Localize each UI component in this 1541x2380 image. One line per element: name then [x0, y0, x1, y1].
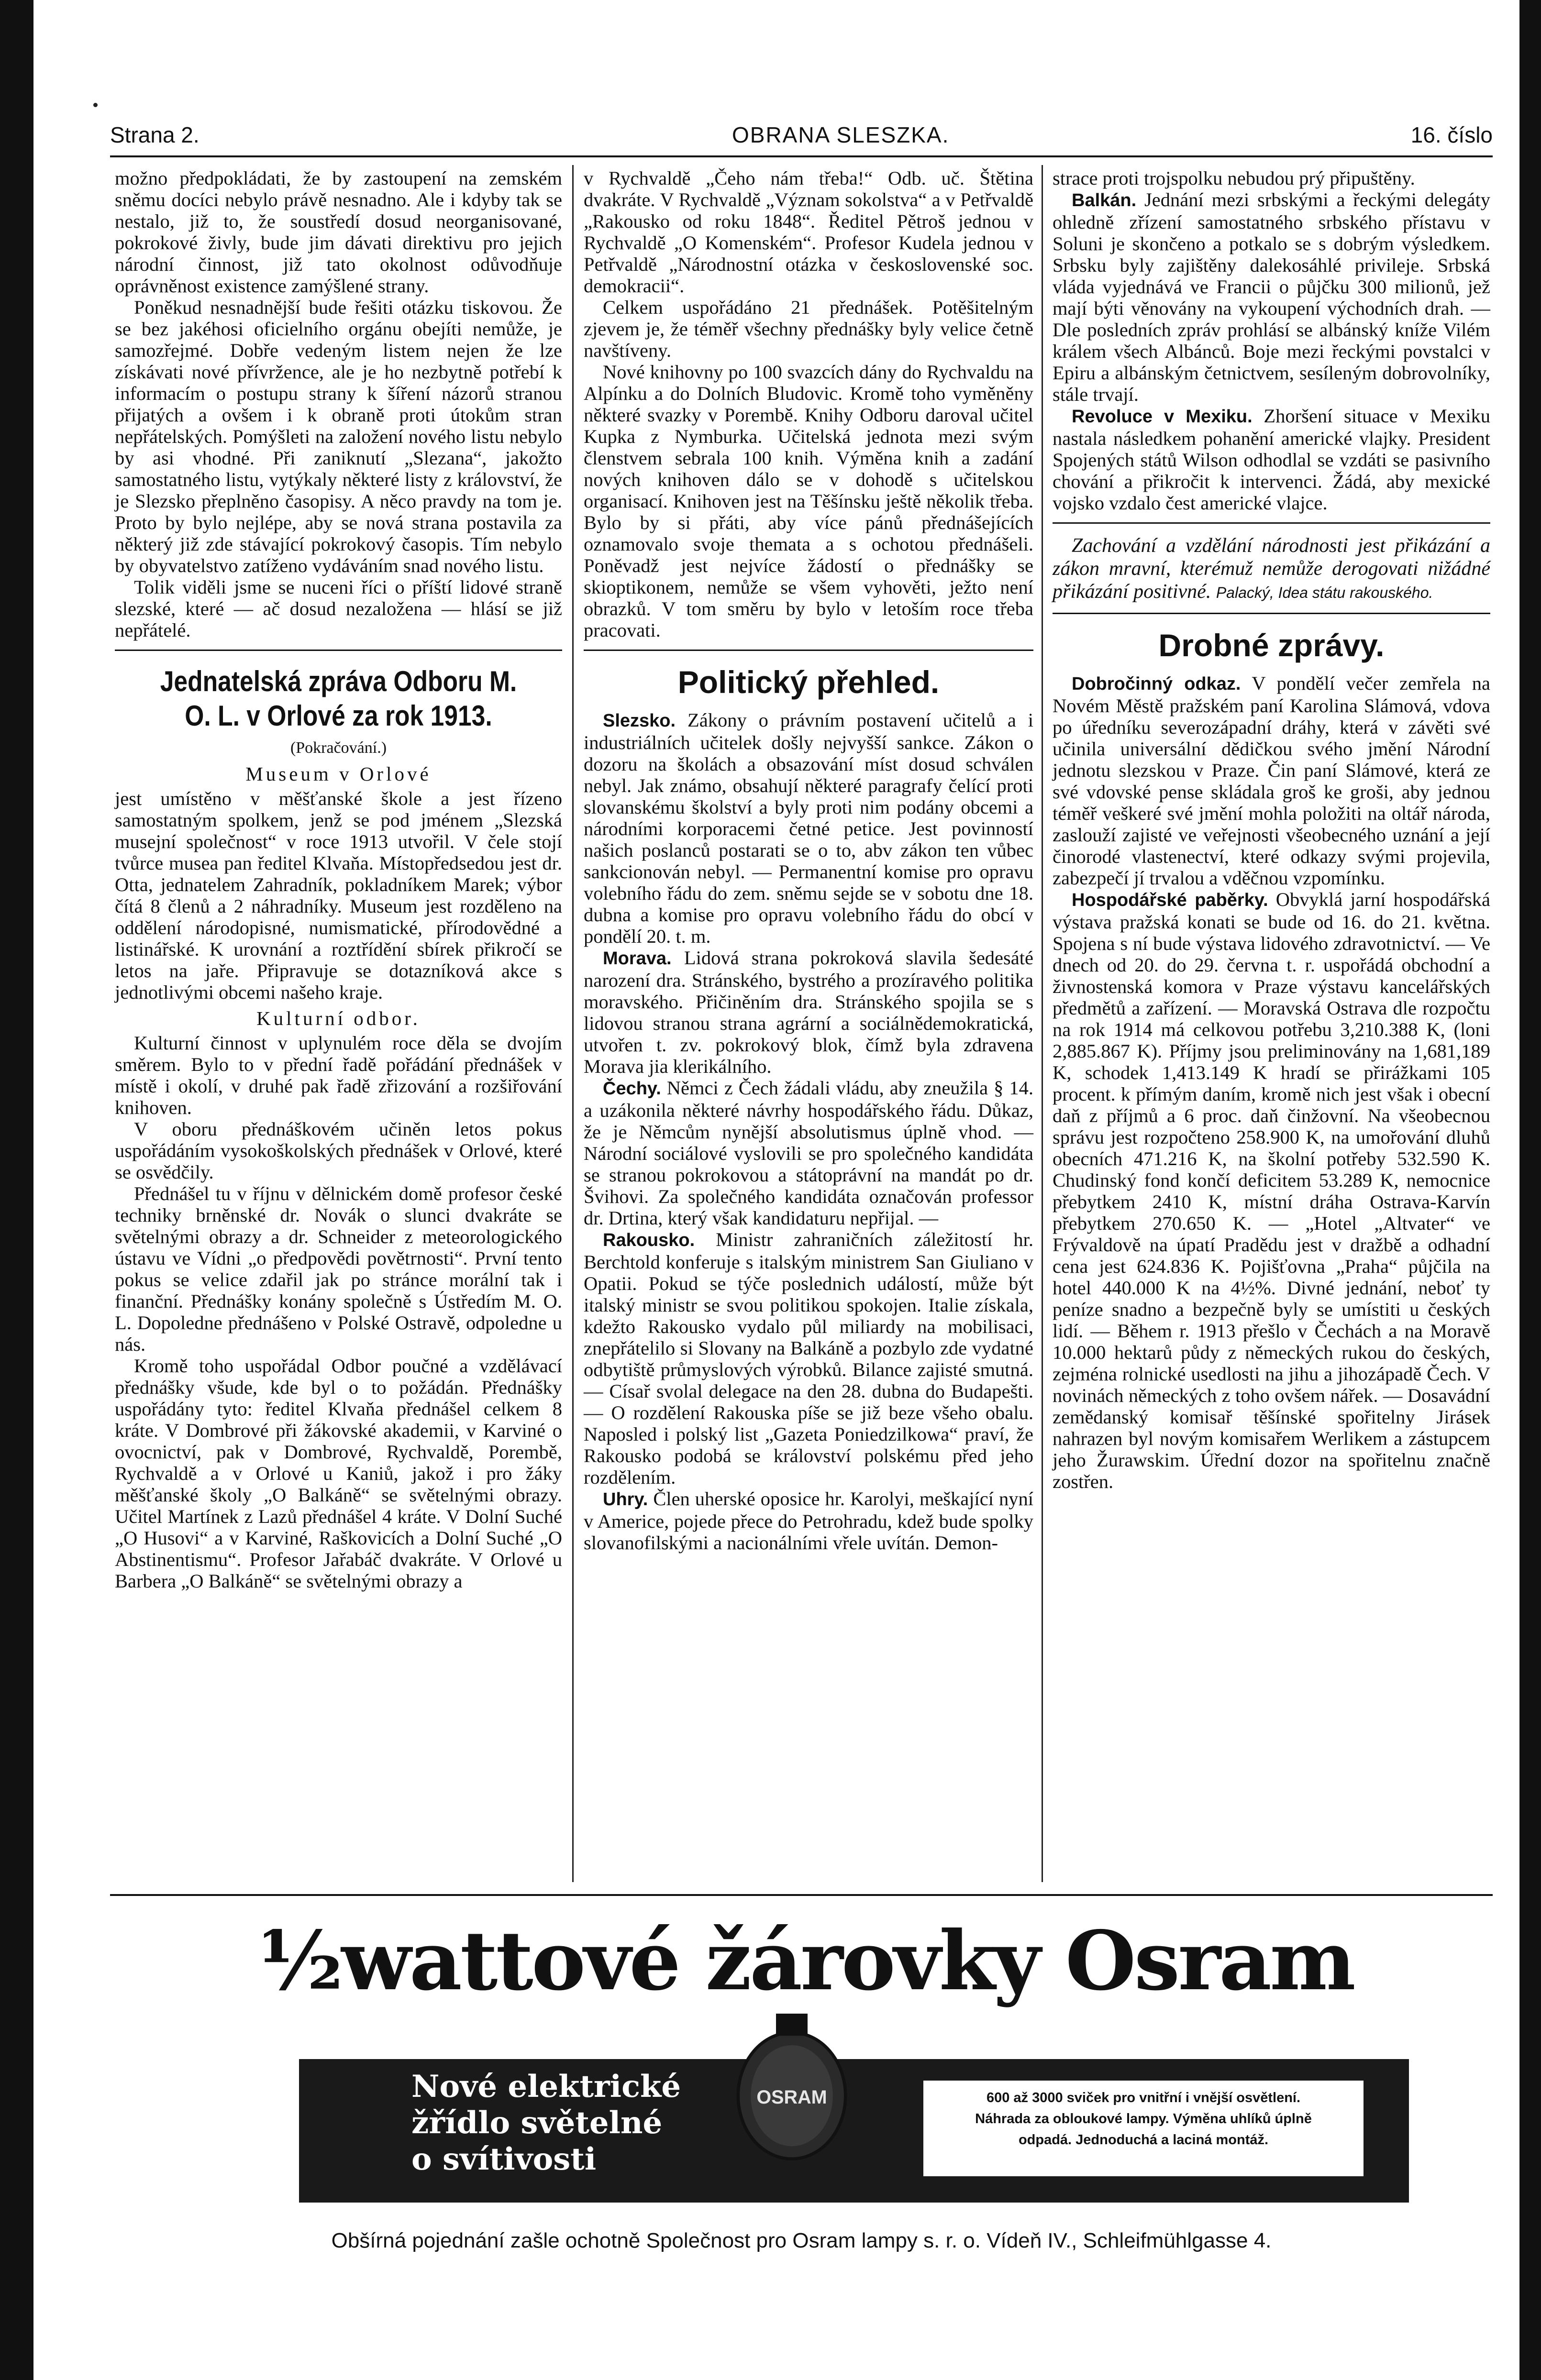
section-headline: Politický přehled. [677, 664, 940, 700]
paragraph: Kulturní činnost v uplynulém roce děla se dvojím směrem. Bylo to v přední řadě pořádání přednášek v místě i okolí, v druhé pak řadě zřizování a rozšiřování knihoven. [115, 1032, 562, 1118]
section-rule [1053, 522, 1490, 524]
scan-edge-right [1519, 0, 1541, 2380]
article-headline: Jednatelská zpráva Odboru M. O. L. v Orlové za rok 1913. [160, 665, 517, 732]
news-item-text: Zákony o právním postavení učitelů a i industriálních učitelek došly nejvyšší sankce. Zákon o dozoru na školách a obsazování míst dosud schválen nebyl. Jak známo, obsahují některé paragrafy čelící proti slovanskému školství a byly proti nim podány obcemi a národními korporacemi četné petice. Jest povinností našich poslanců postarati se o to, abv zákon ten vůbec sankcionován nebyl. — Permanentní komise pro opravu volebního řádu do zem. sněmu sejde se v sobotu dne 18. dubna a komise pro opravu volebního řádu do obcí v pondělí 20. t. m. [584, 709, 1033, 947]
ad-banner: ½wattové žárovky Osram [258, 1913, 1354, 2009]
paragraph: jest umístěno v měšťanské škole a jest řízeno samostatným spolkem, jenž se pod jménem „Slezská musejní společnost“ v roce 1913 utvořil. V čele stojí tvůrce musea pan ředitel Klvaňa. Místopředsedou jest dr. Otta, jednatelem Zahradník, pokladníkem Marek; výbor čítá 8 členů a 2 náhradníky. Museum jest rozděleno na oddělení národopisné, numismatické, přírodovědné a listinářské. K urovnání a roztřídění sbírek přikročí se letos na jaře. Připravuje se dotazníková akce s jednotlivými obcemi našeho kraje. [115, 788, 562, 1003]
section-headline: Drobné zprávy. [1158, 628, 1385, 663]
quote-source: Palacký, Idea státu rakouského. [1216, 584, 1433, 601]
news-item-title: Dobročinný odkaz. [1072, 674, 1241, 694]
news-item-text: Zhoršení situace v Mexiku nastala následkem pohanění americké vlajky. President Spojených států Wilson odhodlal se vzdáti se pasivního chování a přikročit k intervenci. Žádá, aby mexické vojsko vzdalo čest americké vlajce. [1053, 405, 1491, 514]
paragraph: v Rychvaldě „Čeho nám třeba!“ Odb. uč. Štětina dvakráte. V Rychvaldě „Význam sokolstva“ a v Petřvaldě „Rakousko od roku 1848“. Ředitel Pětroš jednou v Rychvaldě „O Komenském“. Profesor Kudela jednou v Petřvaldě „Národnostní otázka v československé soc. demokracii“. [584, 167, 1033, 297]
column-divider [1042, 165, 1043, 1882]
news-item-text: Lidová strana pokroková slavila šedesáté narození dra. Stránského, bystrého a prozíravého politika moravského. Přičiněním dra. Stránského spojila se s lidovou stranou strana agrární a sociálnědemokratická, utvořen t. zv. pokrokový blok, čímž byla zdravena Morava jia klerikálního. [584, 947, 1033, 1077]
news-item [584, 1229, 1033, 1488]
ad-slogan-line: Nové elektrické [411, 2069, 681, 2105]
paragraph: Přednášel tu v říjnu v dělnickém domě profesor české techniky brněnské dr. Novák o slunci dvakráte se světelnými obrazy a dr. Schneider z meteorologického ústavu ve Vídni „o předpovědi povětrnosti“. První tento pokus se velice zdařil jak po stránce morální tak i finanční. Přednášky konány společně s Ústředím M. O. L. Dopoledne přednášeno v Polské Ostravě, odpoledne u nás. [115, 1183, 562, 1355]
ad-info-box [923, 2081, 1364, 2176]
ad-info-line: 600 až 3000 sviček pro vnitřní i vnější osvětlení. [986, 2090, 1301, 2105]
news-item-title: Balkán. [1072, 190, 1137, 210]
page-number: Strana 2. [110, 122, 200, 147]
news-item [584, 1077, 1033, 1229]
newspaper-title: OBRANA SLESZKA. [732, 122, 950, 147]
news-item-title: Revoluce v Mexiku. [1072, 407, 1253, 427]
paragraph: Celkem uspořádáno 21 přednášek. Potěšitelným zjevem je, že téměř všechny přednášky byly velice četně navštíveny. [584, 297, 1033, 361]
scan-dot [93, 103, 98, 107]
quote [1053, 534, 1490, 604]
news-item-text: Němci z Čech žádali vládu, aby zneužila § 14. a uzákonila některé návrhy hospodářského řádu. Důkaz, že je Němcům nynější absolutismus úplně vhod. — Národní sociálové vyslovili se pro společného kandidáta se stranou pokrokovou a státoprávní na mandát po dr. Švihovi. Za společného kandidáta označován professor dr. Drtina, který však kandidaturu nepřijal. — [584, 1077, 1033, 1229]
paragraph: V oboru přednáškovém učiněn letos pokus uspořádáním vysokoškolských přednášek v Orlové, které se osvědčily. [115, 1118, 562, 1183]
osram-advertisement [110, 1894, 1493, 2363]
paragraph: strace proti trojspolku nebudou prý připuštěny. [1053, 167, 1415, 189]
ad-footer: Obšírná pojednání zašle ochotně Společnost pro Osram lampy s. r. o. Vídeň IV., Schleifmühlgasse 4. [331, 2229, 1272, 2252]
news-item [584, 709, 1033, 947]
news-item [1053, 889, 1490, 1492]
paragraph: Nové knihovny po 100 svazcích dány do Rychvaldu na Alpínku a do Dolních Bludovic. Kromě toho vyměněny některé svazky v Porembě. Knihy Odboru daroval učitel Kupka z Nymburka. Učitelská jednota mezi svým členstvem sebrala 100 knih. Výměna knih a zadání nových knihoven dálo se v dohodě s učitelskou organisací. Knihoven jest na Těšínsku ještě několik třeba. Bylo by si přáti, aby více pánů přednášejících oznamovalo svoje themata a s ochotou přednášeli. Poněvadž jest nejvíce žádostí o přednášky se skioptikonem, nemůže se všem vyhověti, ježto není obrazků. V tom směru by bylo v letoším roce třeba pracovati. [584, 361, 1033, 641]
news-item-title: Čechy. [603, 1079, 661, 1099]
column-divider [572, 165, 574, 1882]
ad-info-line: Náhrada za obloukové lampy. Výměna uhlíků úplně [975, 2111, 1312, 2127]
news-item [1053, 672, 1490, 889]
news-item-title: Morava. [603, 948, 672, 969]
header-rule [110, 155, 1493, 157]
ad-slogan-line: žřídlo světelné [411, 2105, 663, 2141]
light-bulb-icon [713, 2014, 871, 2171]
section-rule [584, 650, 1033, 651]
page-header [110, 122, 1493, 151]
section-title: Kulturní odbor. [256, 1007, 421, 1029]
news-item-text: Obvyklá jarní hospodářská výstava pražská konati se bude od 16. do 21. května. Spojena s ní bude výstava lidového zdravotnictví. — Ve dnech od 20. do 29. června t. r. uspořádá obchodní a živnostenská komora v Praze výstavu kancelářských předmětů a zařízení. — Moravská Ostrava dle rozpočtu na rok 1914 má celkovou potřebu 3,210.388 K, (loni 2,885.867 K). Příjmy jsou preliminovány na 1,681,189 K, schodek 1,413.149 K hradí se přirážkami 105 procent. k přímým daním, kromě nich jest však i obecní daň z příjmů a 6 proc. daň činžovní. Na všeobecnou správu jest rozpočteno 258.900 K, na umořování dluhů obecních 471.216 K, na školní potřeby 532.590 K. Chudinský fond končí deficitem 53.289 K, nemocnice přebytkem 2410 K, místní dráha Ostrava-Karvín přebytkem 270.650 K. — „Hotel „Altvater“ ve Frývaldově na úpatí Pradědu jest v dražbě a odhadní cena jest 624.836 K. Pojišťovna „Praha“ půjčila na hotel 440.000 K na 4½%. Divné jednání, neboť ty peníze snadno a bezpečně byly se umístiti u českých lidí. — Během r. 1913 přešlo v Čechách a na Moravě 10.000 hektarů půdy z německých rukou do českých, zejména rolnické usedlosti na jihu a jihozápadě Čech. V novinách německých z toho ovšem nářek. — Dosavádní zemědanský komisař těšínské spořitelny Jirásek nahrazen byl novým komisařem Werlikem a zástupcem jeho Žurawskim. Úřední dozor na spořitelnu značně zostřen. [1053, 889, 1491, 1492]
quote-text: Zachování a vzdělání národnosti jest přikázání a zákon mravní, kterémuž nemůže derogovati nižádné přikázání positivné. [1053, 535, 1490, 603]
news-item-text: V pondělí večer zemřela na Novém Městě pražském paní Karolina Slámová, vdova po úředníku severozápadní dráhy, která v závěti své učinila universální dědičkou svého jmění Národní jednotu slezskou v Praze. Čin paní Slámové, která ze své vdovské pense skládala groš ke groši, aby jednou téměř veškeré své jmění mohla položiti na oltář národa, zaslouží zajisté ve veřejnosti všeobecného uznání a její činorodé vlastenectví, které odkazy svými projevila, zabezpečí jí trvalou a vděčnou vzpomínku. [1053, 672, 1490, 889]
ad-slogan [411, 2069, 698, 2178]
scan-edge-left [0, 0, 33, 2380]
column-1 [115, 167, 562, 1889]
paragraph: Poněkud nesnadnější bude řešiti otázku tiskovou. Že se bez jakéhosi oficielního orgánu obejíti nemůže, je samozřejmé. Dobře vedeným listem nejen že lze získávati nové přívržence, ale je ho nezbytně potřebí k informacím o postupu strany k šíření názorů stranou přijatých a ovšem i k obraně proti útokům stran nepřátelských. Pomýšleti na založení nového listu nebylo by asi vhodné. Při zaniknutí „Slezana“, jakožto samostatného listu, vytýkaly některé listy z království, že je Slezsko přeplněno časopisy. A něco pravdy na tom je. Proto by bylo nejlépe, aby se nová strana postavila za některý již zde stávající pokrokový časopis. Tím nebylo by obyvatelstvo zatíženo vydáváním snad nového listu. [115, 297, 562, 576]
paragraph: Tolik viděli jsme se nuceni říci o příští lidové straně slezské, které — ač dosud nezaložena — hlásí se již nepřátelé. [115, 576, 562, 641]
news-item [584, 947, 1033, 1077]
news-item-title: Slezsko. [603, 711, 676, 731]
news-item-text: Jednání mezi srbskými a řeckými delegáty ohledně zřízení samostatného srbského přístavu v Soluni je skončeno a potkalo se s dobrým výsledkem. Srbsku byly zajištěny dalekosáhlé privileje. Srbská vláda vyjednává ve Francii o půjčku 300 milionů, jež mají býti věnovány na vykoupení východních drah. — Dle posledních zpráv prohlásí se albánský kníže Vilém králem všech Albánců. Boje mezi řeckými povstalci v Epiru a albánským četnictvem, sesíleným dobrovolníky, stále trvají. [1053, 189, 1490, 405]
ad-info-line: odpadá. Jednoduchá a laciná montáž. [1018, 2132, 1269, 2148]
news-item-title: Hospodářské paběrky. [1072, 890, 1268, 910]
news-item [1053, 405, 1490, 514]
paragraph: možno předpokládati, že by zastoupení na zemském sněmu docíci nebylo právě nesnadno. Ale i kdyby tak se nestalo, již to, že soustředí dosud neorganisované, pokrokové živly, bude jim dávati direktivu pro jejich národní činnost, již tato okolnost odůvodňuje oprávněnost existence zamýšlené strany. [115, 167, 562, 297]
news-item-title: Rakousko. [603, 1230, 695, 1250]
news-item-text: Ministr zahraničních záležitostí hr. Berchtold konferuje s italským ministrem San Giuliano v Opatii. Pokud se týče poslednich událostí, může být italský ministr se svou politikou spokojen. Italie získala, kdežto Rakousko vydalo půl miliardy na mobilisaci, znepřátelilo si Slovany na Balkáně a pozbylo zde vydatné odbytiště průmyslových výrobků. Bilance zajisté smutná. — Císař svolal delegace na den 28. dubna do Budapešti. — O rozdělení Rakouska píše se již beze všeho obalu. Naposled i polský list „Gazeta Poniedzilkowa“ praví, že Rakousko podobá se království polskému před jeho rozdělením. [584, 1229, 1033, 1488]
section-rule [1053, 613, 1490, 614]
ad-slogan-line: o svítivosti [411, 2141, 597, 2177]
section-rule [115, 650, 562, 651]
bulb-label: OSRAM [756, 2087, 827, 2108]
news-item [1053, 189, 1490, 405]
column-2 [584, 167, 1033, 1889]
news-item-text: Člen uherské oposice hr. Karolyi, meškající nyní v Americe, pojede přece do Petrohradu, kdež bude spolky slovanofilskými a nacionálními vřele uvítán. Demon- [584, 1488, 1034, 1554]
continued-note: (Pokračování.) [290, 739, 387, 757]
section-title: Museum v Orlové [245, 763, 432, 785]
paragraph: Kromě toho uspořádal Odbor poučné a vzdělávací přednášky všude, kde byl o to požádán. Přednášky uspořádány tyto: ředitel Klvaňa přednášel celkem 8 kráte. V Dombrové při žákovské akademii, v Karviné o ovocnictví, pak v Dombrové, Rychvaldě, Porembě, Rychvaldě a v Orlové u Kaniů, jakož i pro žáky měšťanské školy „O Balkáně“ se světelnými obrazy. Učitel Martínek z Lazů přednášel 4 kráte. V Dolní Suché „O Husovi“ a v Karviné, Raškovicích a Dolní Suché „O Abstinentismu“. Profesor Jařabáč dvakráte. V Orlové u Barbera „O Balkáně“ se světelnými obrazy a [115, 1355, 562, 1592]
ad-top-rule [110, 1894, 1493, 1896]
issue-number: 16. číslo [1410, 122, 1493, 147]
news-item [584, 1488, 1033, 1554]
column-3 [1053, 167, 1490, 1889]
news-item-title: Uhry. [603, 1489, 648, 1510]
